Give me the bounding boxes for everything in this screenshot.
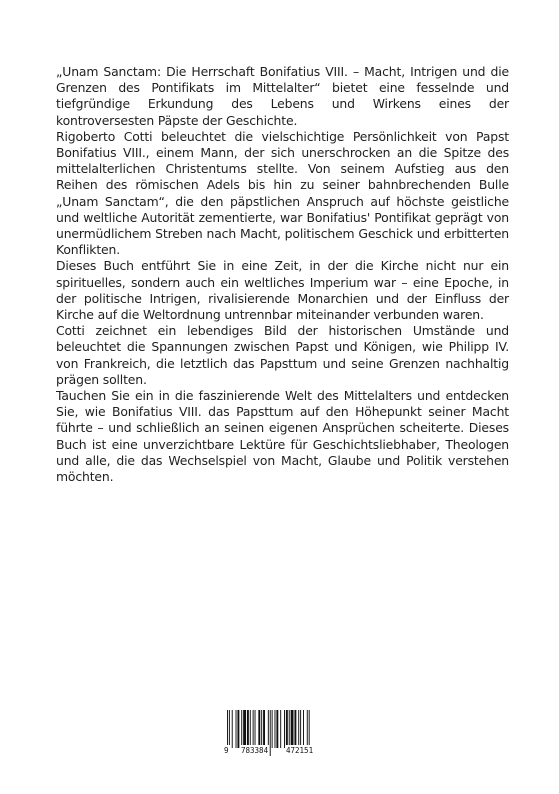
barcode-bar	[275, 710, 276, 748]
barcode-bar	[280, 710, 281, 748]
barcode-bar	[255, 710, 256, 748]
barcode-bar	[263, 710, 265, 748]
barcode-bar	[236, 710, 237, 748]
blurb-paragraph-intro: „Unam Sanctam: Die Herrschaft Bonifatius VIII. – Macht, Intrigen und die Grenzen des Pontifikats im Mittelalter“ bietet eine fesselnde und tiefgründige Erkundung des Lebens und Wirkens eines der kontroversesten Päpste der Geschichte.	[56, 64, 509, 128]
barcode-bar	[289, 710, 290, 748]
barcode-digit-prefix: 9	[224, 746, 229, 755]
blurb-paragraph-closing: Tauchen Sie ein in die faszinierende Welt des Mittelalters und entdecken Sie, wie Bonifatius VIII. das Papsttum auf den Höhepunkt seiner Macht führte – und schließlich an seinen eigenen Ansprüchen scheiterte. Dieses Buch ist eine unverzichtbare Lektüre für Geschichtsliebhaber, Theologen und alle, die das Wechselspiel von Macht, Glaube und Politik verstehen möchten.	[56, 388, 509, 485]
barcode-bar	[237, 710, 239, 748]
barcode-digits	[223, 745, 333, 756]
barcode-bar	[247, 710, 249, 748]
barcode-bar	[294, 710, 296, 748]
barcode-bar	[253, 710, 254, 748]
blurb-paragraph-author: Rigoberto Cotti beleuchtet die vielschichtige Persönlichkeit von Papst Bonifatius VIII., einem Mann, der sich unerschrocken an die Spitze des mittelalterlichen Christentums stellte. Von seinem Aufstieg aus den Reihen des römischen Adels bis hin zu seiner bahnbrechenden Bulle „Unam Sanctam“, die den päpstlichen Anspruch auf höchste geistliche und weltliche Autorität zementierte, war Bonifatius' Pontifikat geprägt von unermüdlichem Streben nach Macht, politischem Geschick und erbitterten Konflikten.	[56, 128, 509, 258]
barcode-bar	[291, 710, 294, 748]
barcode-bar	[284, 710, 285, 748]
barcode-bar	[261, 710, 262, 748]
barcode-bar	[298, 710, 299, 748]
blurb-paragraph-context: Cotti zeichnet ein lebendiges Bild der historischen Umstände und beleuchtet die Spannungen zwischen Papst und Königen, wie Philipp IV. von Frankreich, die letztlich das Papsttum und seine Grenzen nachhaltig prägen sollten.	[56, 323, 509, 387]
barcode-bar	[232, 710, 233, 748]
barcode-bar	[243, 710, 246, 748]
barcode-bar	[300, 710, 301, 748]
barcode-bar	[276, 710, 278, 748]
barcode-bar	[241, 710, 242, 748]
barcode-bar	[286, 710, 288, 748]
barcode-bar	[258, 710, 260, 748]
blurb-text	[56, 64, 509, 485]
barcode-bar	[303, 710, 304, 748]
barcode-digit-group-left: 783384	[241, 746, 269, 755]
barcode-bar	[250, 710, 251, 748]
blurb-paragraph-era: Dieses Buch entführt Sie in eine Zeit, in der die Kirche nicht nur ein spirituelles, sondern auch ein weltliches Imperium war – eine Epoche, in der politische Intrigen, rivalisierende Monarchien und der Einfluss der Kirche auf die Weltordnung untrennbar miteinander verbunden waren.	[56, 258, 509, 323]
barcode-bar	[272, 710, 273, 748]
barcode-digit-group-right: 472151	[286, 746, 314, 755]
